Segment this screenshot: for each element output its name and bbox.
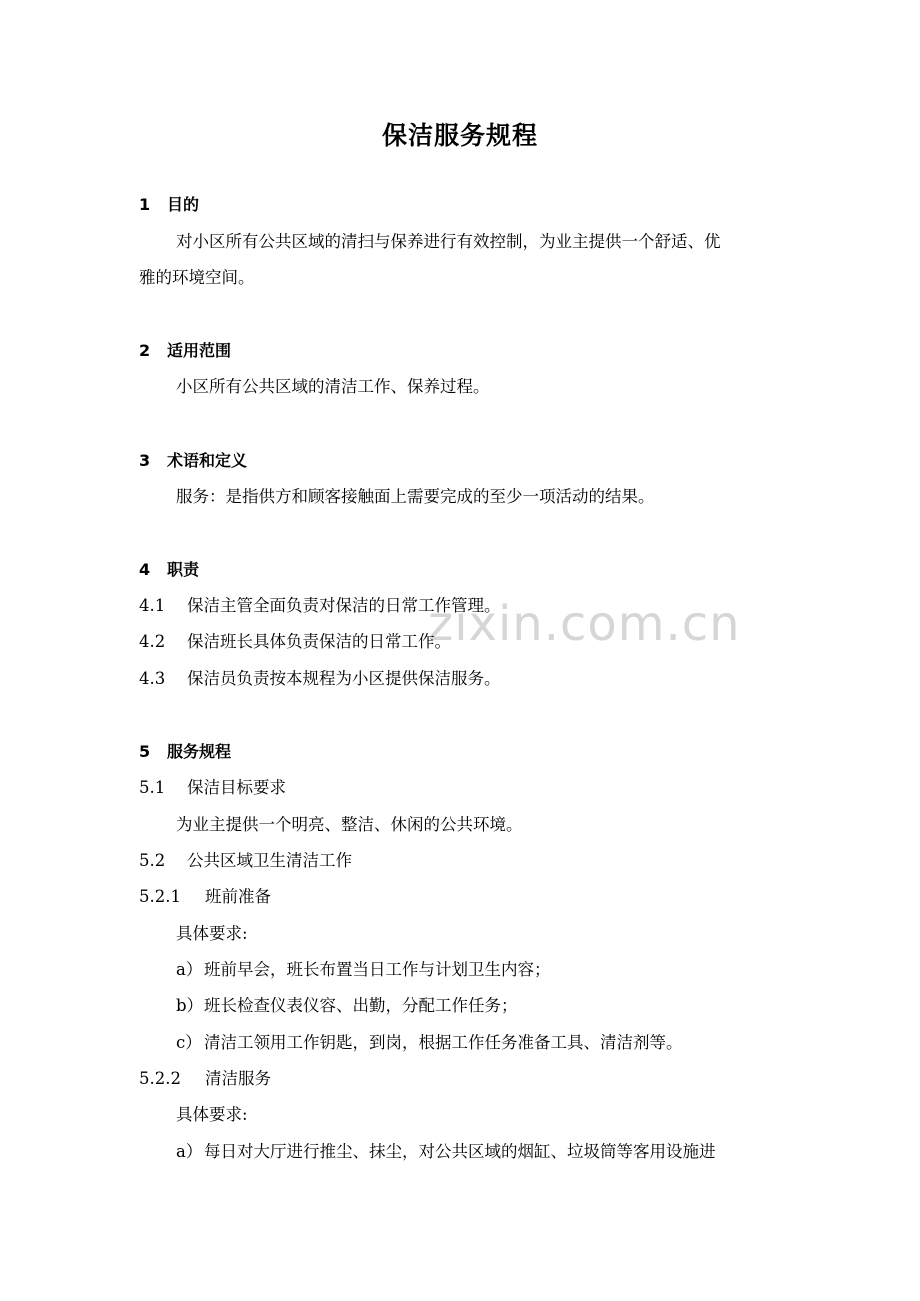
subsection-title: 保洁目标要求 bbox=[187, 778, 286, 797]
list-item bbox=[139, 594, 501, 618]
item-text: 保洁主管全面负责对保洁的日常工作管理。 bbox=[187, 596, 501, 615]
section-number: 3 bbox=[139, 451, 151, 470]
item-text: 保洁班长具体负责保洁的日常工作。 bbox=[187, 632, 451, 651]
item-number: 4.3 bbox=[139, 669, 166, 688]
subsection-5-2-heading bbox=[139, 849, 352, 873]
list-item bbox=[176, 994, 518, 1018]
section-5-heading bbox=[139, 740, 231, 764]
subsection-number: 5.2.2 bbox=[139, 1069, 181, 1088]
section-number: 2 bbox=[139, 341, 151, 360]
list-item bbox=[176, 958, 551, 982]
section-3-heading bbox=[139, 449, 247, 473]
subsection-title: 班前准备 bbox=[205, 887, 271, 906]
list-item bbox=[176, 1140, 716, 1164]
item-text: 保洁员负责按本规程为小区提供保洁服务。 bbox=[187, 669, 501, 688]
section-title: 目的 bbox=[167, 195, 200, 214]
subsection-number: 5.2.1 bbox=[139, 887, 181, 906]
section-2-paragraph: 小区所有公共区域的清洁工作、保养过程。 bbox=[176, 377, 490, 396]
subsection-number: 5.1 bbox=[139, 778, 166, 797]
item-marker: c） bbox=[176, 1033, 202, 1052]
section-1-paragraph-line-1: 对小区所有公共区域的清扫与保养进行有效控制，为业主提供一个舒适、优 bbox=[176, 232, 721, 251]
item-text: 班长检查仪表仪容、出勤，分配工作任务； bbox=[204, 996, 518, 1015]
section-number: 5 bbox=[139, 742, 151, 761]
section-1-paragraph-line-2: 雅的环境空间。 bbox=[139, 268, 255, 287]
section-title: 服务规程 bbox=[167, 742, 232, 761]
list-item bbox=[139, 667, 501, 691]
watermark: zixin.com.cn bbox=[428, 596, 741, 652]
subsection-5-1-paragraph: 为业主提供一个明亮、整洁、休闲的公共环境。 bbox=[176, 815, 523, 834]
subsection-number: 5.2 bbox=[139, 851, 166, 870]
subsection-title: 公共区域卫生清洁工作 bbox=[187, 851, 352, 870]
item-text: 班前早会，班长布置当日工作与计划卫生内容； bbox=[204, 960, 551, 979]
requirements-label: 具体要求: bbox=[176, 924, 248, 943]
item-number: 4.2 bbox=[139, 632, 166, 651]
subsection-title: 清洁服务 bbox=[205, 1069, 271, 1088]
section-1-heading bbox=[139, 193, 199, 217]
item-text: 每日对大厅进行推尘、抹尘，对公共区域的烟缸、垃圾筒等客用设施进 bbox=[204, 1142, 716, 1161]
section-title: 职责 bbox=[167, 560, 200, 579]
requirements-label: 具体要求: bbox=[176, 1105, 248, 1124]
list-item bbox=[139, 630, 451, 654]
item-marker: b） bbox=[176, 996, 204, 1015]
page-title: 保洁服务规程 bbox=[381, 121, 538, 150]
item-marker: a） bbox=[176, 1142, 203, 1161]
section-3-paragraph: 服务：是指供方和顾客接触面上需要完成的至少一项活动的结果。 bbox=[176, 487, 655, 506]
subsection-5-1-heading bbox=[139, 776, 286, 800]
section-2-heading bbox=[139, 339, 231, 363]
item-marker: a） bbox=[176, 960, 203, 979]
list-item bbox=[176, 1031, 683, 1055]
item-text: 清洁工领用工作钥匙，到岗，根据工作任务准备工具、清洁剂等。 bbox=[204, 1033, 683, 1052]
section-title: 适用范围 bbox=[167, 341, 232, 360]
section-4-heading bbox=[139, 558, 199, 582]
subsection-5-2-1-heading bbox=[139, 885, 271, 909]
subsection-5-2-2-heading bbox=[139, 1067, 271, 1091]
section-number: 4 bbox=[139, 560, 151, 579]
section-number: 1 bbox=[139, 195, 151, 214]
section-title: 术语和定义 bbox=[167, 451, 248, 470]
item-number: 4.1 bbox=[139, 596, 166, 615]
